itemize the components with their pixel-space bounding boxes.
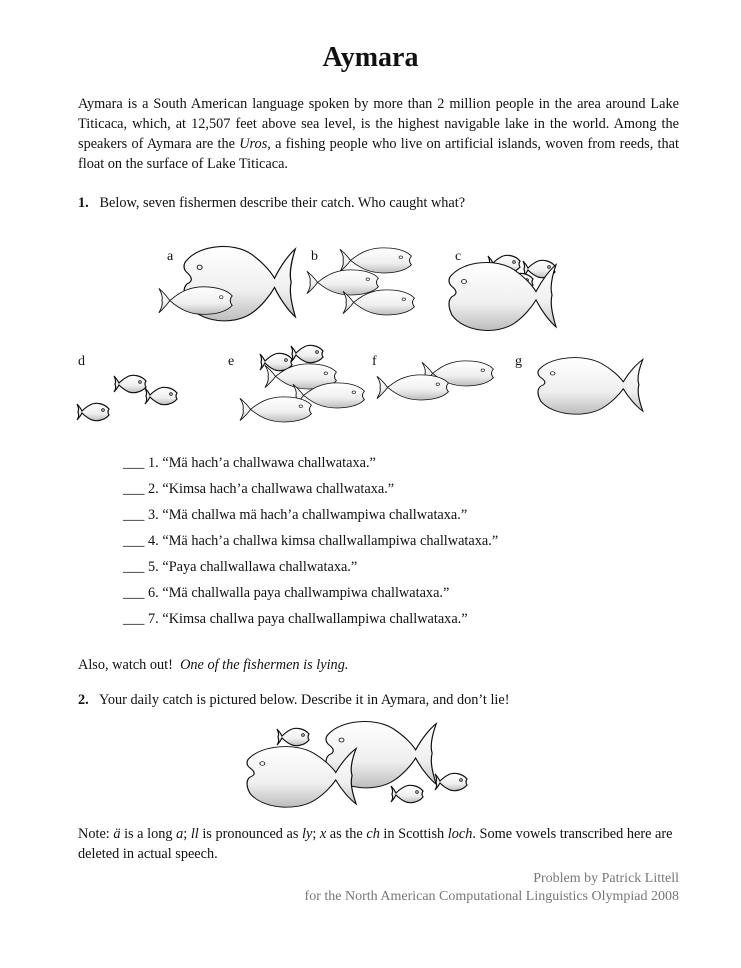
note-em: a [176, 826, 184, 842]
picture-label-c: c [455, 249, 462, 264]
picture-label-e: e [228, 354, 235, 369]
pronunciation-note [78, 824, 679, 864]
fish-group-e [240, 345, 364, 422]
note-text: . Some vowels transcribed here are deleted in actual speech. [78, 826, 673, 862]
answer-number: 6. [148, 585, 159, 601]
answer-text: “Kimsa challwa paya challwallampiwa challwataxa.” [162, 611, 468, 627]
fish-group-a [159, 246, 295, 320]
fish-group-c [449, 255, 556, 330]
daily-catch-picture [247, 722, 467, 808]
tiny-fish-icon [435, 773, 467, 790]
fish-group-g [538, 358, 643, 415]
note-em: ly [302, 826, 313, 842]
credit-author: Problem by Patrick Littell [533, 871, 679, 886]
note-em: ch [366, 826, 380, 842]
tiny-fish-icon [277, 728, 309, 745]
answer-text: “Paya challwallawa challwataxa.” [162, 559, 358, 575]
question-2 [78, 690, 679, 710]
answer-text: “Mä challwalla paya challwampiwa challwataxa.” [162, 585, 450, 601]
picture-label-b: b [311, 249, 318, 264]
answer-number: 4. [148, 533, 159, 549]
answer-item [123, 455, 376, 472]
question-1-number: 1. [78, 195, 89, 211]
intro-text-1: Aymara is a South American language spoken by more than 2 million people in the area around Lake Titicaca, which, at 12,507 feet above sea level, is the highest navigable lake in the world. Among the speakers of Aymara are the [78, 96, 679, 152]
picture-label-g: g [515, 354, 522, 369]
note-text: as the [326, 826, 367, 842]
answer-item [123, 507, 467, 524]
answer-number: 1. [148, 455, 159, 471]
fish-icon [159, 287, 232, 314]
fish-group-b [307, 248, 414, 315]
answer-item [123, 559, 357, 576]
tiny-fish-icon [114, 375, 146, 392]
note-em: ll [190, 826, 199, 842]
answer-blank[interactable]: ___ [123, 585, 145, 601]
intro-uros: Uros [239, 136, 268, 152]
fish-icon [340, 248, 411, 273]
question-2-number: 2. [78, 692, 89, 708]
fish-icon [307, 270, 378, 295]
big-fish-icon [538, 358, 643, 415]
warning-text: Also, watch out! [78, 657, 173, 673]
intro-text-2: , a fishing people who live on artificial islands, woven from reeds, that float on the surface of Lake Titicaca. [78, 136, 679, 172]
note-text: in Scottish [379, 826, 448, 842]
answer-blank[interactable]: ___ [123, 455, 145, 471]
answer-item [123, 585, 449, 602]
answer-blank[interactable]: ___ [123, 533, 145, 549]
note-text: ; [183, 826, 191, 842]
warning-emphasis: One of the fishermen is lying. [180, 657, 349, 673]
answer-blank[interactable]: ___ [123, 481, 145, 497]
answer-number: 2. [148, 481, 159, 497]
picture-label-f: f [372, 354, 377, 369]
page-title: Aymara [322, 42, 419, 73]
fish-icon [240, 397, 311, 422]
fish-group-d [77, 375, 177, 420]
answer-number: 7. [148, 611, 159, 627]
question-2-text: Your daily catch is pictured below. Describe it in Aymara, and don’t lie! [98, 692, 510, 708]
question-1-text: Below, seven fishermen describe their catch. Who caught what? [99, 195, 466, 211]
answer-number: 3. [148, 507, 159, 523]
note-em: ä [113, 826, 121, 842]
tiny-fish-icon [291, 345, 323, 362]
answer-text: “Mä hach’a challwa kimsa challwallampiwa challwataxa.” [162, 533, 499, 549]
fish-group-f [377, 361, 493, 400]
note-em: loch [447, 826, 473, 842]
tiny-fish-icon [260, 353, 292, 370]
liar-warning [78, 655, 679, 675]
answer-blank[interactable]: ___ [123, 559, 145, 575]
answer-item [123, 533, 498, 550]
answer-number: 5. [148, 559, 159, 575]
note-em: x [319, 826, 327, 842]
answer-text: “Mä hach’a challwawa challwataxa.” [162, 455, 376, 471]
answer-text: “Kimsa hach’a challwawa challwataxa.” [162, 481, 395, 497]
tiny-fish-icon [145, 387, 177, 404]
tiny-fish-icon [77, 403, 109, 420]
note-text: is a long [120, 826, 177, 842]
answer-item [123, 611, 468, 628]
answer-item [123, 481, 394, 498]
note-text: ; [312, 826, 320, 842]
credit-competition: for the North American Computational Linguistics Olympiad 2008 [304, 889, 679, 904]
picture-label-a: a [167, 249, 174, 264]
answer-text: “Mä challwa mä hach’a challwampiwa challwataxa.” [162, 507, 468, 523]
answer-blank[interactable]: ___ [123, 507, 145, 523]
fish-icon [377, 375, 448, 400]
picture-label-d: d [78, 354, 85, 369]
note-text: is pronounced as [198, 826, 302, 842]
answer-blank[interactable]: ___ [123, 611, 145, 627]
note-text: Note: [78, 826, 114, 842]
tiny-fish-icon [391, 785, 423, 802]
